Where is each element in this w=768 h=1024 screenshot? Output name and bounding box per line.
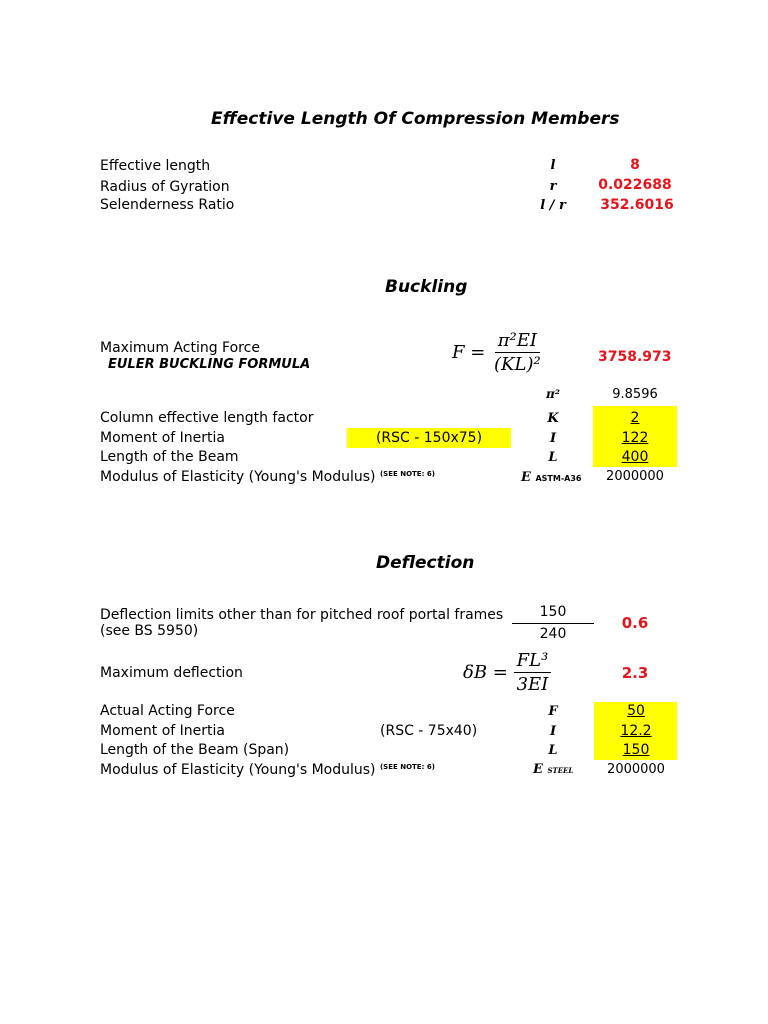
formula-denominator: (KL)² bbox=[494, 354, 541, 375]
effective-length-symbol: l bbox=[550, 158, 556, 173]
deflection-inertia-value[interactable]: 12.2 bbox=[620, 723, 652, 739]
slenderness-ratio-value: 352.6016 bbox=[600, 197, 674, 213]
buckling-inertia-symbol: I bbox=[549, 431, 557, 446]
page-title: Effective Length Of Compression Members bbox=[211, 109, 620, 129]
deflection-section-label: (RSC - 75x40) bbox=[380, 723, 478, 739]
buckling-modulus-subscript: ASTM-A36 bbox=[535, 474, 582, 483]
deflection-modulus-value: 2000000 bbox=[607, 762, 665, 777]
formula-lhs: F = bbox=[452, 342, 486, 363]
max-deflection-label: Maximum deflection bbox=[100, 665, 243, 681]
deflection-limits-label: Deflection limits other than for pitched roof portal frames bbox=[100, 607, 504, 623]
buckling-modulus-value: 2000000 bbox=[606, 469, 664, 484]
formula-numerator: π²EI bbox=[495, 330, 540, 353]
radius-of-gyration-label: Radius of Gyration bbox=[100, 179, 230, 195]
deflection-modulus-symbol-e: E bbox=[533, 762, 543, 777]
pi-squared-symbol: π² bbox=[545, 387, 561, 401]
buckling-modulus-symbol bbox=[521, 470, 581, 485]
deflection-inertia-symbol: I bbox=[549, 724, 557, 739]
deflection-inertia-label: Moment of Inertia bbox=[100, 723, 225, 739]
deflection-length-value[interactable]: 150 bbox=[622, 742, 650, 758]
k-factor-symbol: K bbox=[547, 411, 559, 426]
max-acting-force-label: Maximum Acting Force bbox=[100, 340, 260, 356]
buckling-inertia-value[interactable]: 122 bbox=[621, 430, 649, 446]
buckling-modulus-note: (SEE NOTE: 6) bbox=[379, 470, 435, 478]
deflection-limits-sublabel: (see BS 5950) bbox=[100, 623, 199, 639]
formula-fraction bbox=[491, 330, 544, 375]
slenderness-ratio-symbol: l / r bbox=[540, 198, 566, 213]
acting-force-value[interactable]: 50 bbox=[627, 703, 645, 719]
buckling-heading: Buckling bbox=[385, 277, 468, 297]
deflection-limit-line bbox=[512, 623, 594, 624]
buckling-modulus-symbol-e: E bbox=[521, 470, 531, 485]
buckling-length-label: Length of the Beam bbox=[100, 449, 239, 465]
radius-of-gyration-value: 0.022688 bbox=[598, 177, 672, 193]
deflection-heading: Deflection bbox=[376, 553, 475, 573]
deflection-modulus-note: (SEE NOTE: 6) bbox=[379, 763, 435, 771]
deflection-modulus-symbol bbox=[533, 762, 573, 777]
acting-force-label: Actual Acting Force bbox=[100, 703, 235, 719]
deflection-modulus-subscript: STEEL bbox=[547, 766, 574, 775]
slenderness-ratio-label: Selenderness Ratio bbox=[100, 197, 235, 213]
buckling-inertia-label: Moment of Inertia bbox=[100, 430, 225, 446]
pi-squared-value: 9.8596 bbox=[612, 387, 658, 402]
deflection-limit-denominator: 240 bbox=[539, 626, 567, 642]
euler-formula-name: EULER BUCKLING FORMULA bbox=[108, 357, 311, 372]
effective-length-value: 8 bbox=[630, 157, 640, 173]
deflection-formula-numerator: FL³ bbox=[514, 650, 552, 673]
effective-length-label: Effective length bbox=[100, 158, 211, 174]
k-factor-value[interactable]: 2 bbox=[630, 410, 640, 426]
deflection-length-symbol: L bbox=[548, 743, 558, 758]
deflection-formula bbox=[463, 650, 551, 695]
deflection-modulus-text: Modulus of Elasticity (Young's Modulus) bbox=[100, 762, 376, 778]
deflection-formula-lhs: δB = bbox=[463, 662, 508, 683]
deflection-limit-numerator: 150 bbox=[539, 604, 567, 620]
buckling-modulus-text: Modulus of Elasticity (Young's Modulus) bbox=[100, 469, 376, 485]
max-deflection-value: 2.3 bbox=[621, 664, 649, 682]
deflection-formula-fraction bbox=[514, 650, 552, 695]
buckling-length-value[interactable]: 400 bbox=[621, 449, 649, 465]
acting-force-symbol: F bbox=[548, 704, 558, 719]
max-acting-force-value: 3758.973 bbox=[598, 349, 672, 365]
radius-of-gyration-symbol: r bbox=[549, 179, 557, 194]
buckling-modulus-label bbox=[100, 469, 435, 485]
buckling-length-symbol: L bbox=[548, 450, 558, 465]
deflection-length-label: Length of the Beam (Span) bbox=[100, 742, 290, 758]
deflection-modulus-label bbox=[100, 762, 435, 778]
k-factor-label: Column effective length factor bbox=[100, 410, 314, 426]
deflection-formula-denominator: 3EI bbox=[516, 674, 549, 695]
euler-buckling-formula bbox=[452, 330, 544, 375]
deflection-limit-value: 0.6 bbox=[621, 614, 649, 632]
buckling-section-badge: (RSC - 150x75) bbox=[347, 428, 511, 448]
